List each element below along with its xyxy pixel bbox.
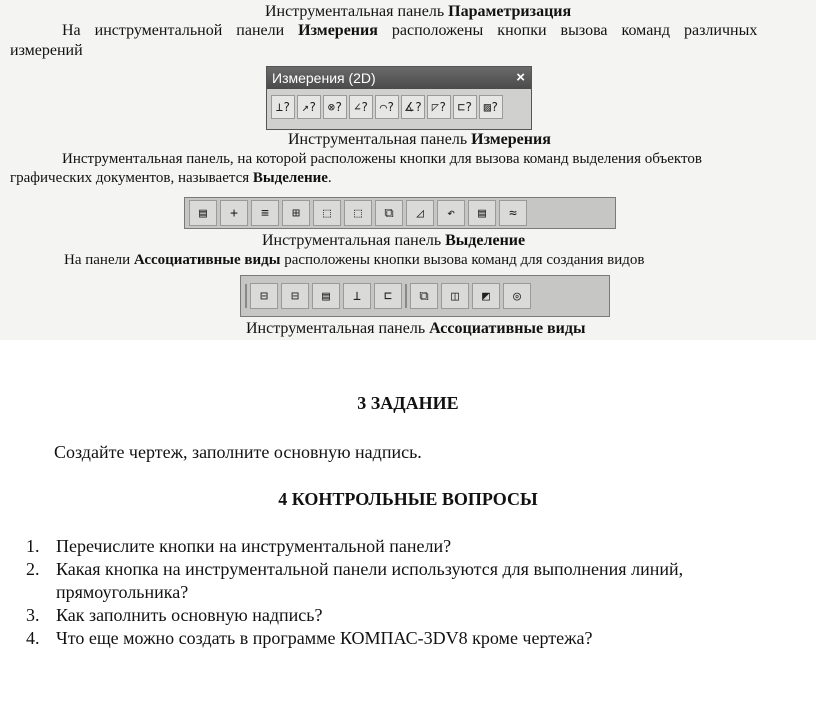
intersection-dimension-icon[interactable]: ⊗? (323, 95, 347, 119)
standard-views-icon[interactable]: ⊟ (250, 283, 278, 309)
break-view-icon[interactable]: ⊏ (374, 283, 402, 309)
caption2-bold: Выделение (445, 232, 526, 249)
list-item-text-continued: прямоугольника? (56, 582, 189, 602)
toolbar-separator (245, 284, 247, 308)
toolbar-selection (184, 197, 616, 229)
task-text: Создайте чертеж, заполните основную надпись. (54, 442, 422, 462)
select-by-type-icon[interactable]: ▤ (468, 200, 496, 226)
toolbar-measurements-window (266, 66, 532, 130)
linear-dimension-icon[interactable]: ⊥? (271, 95, 295, 119)
detail-view-icon[interactable]: ◩ (472, 283, 500, 309)
p1-bold: Измерения (298, 22, 378, 39)
questions-heading: 4 КОНТРОЛЬНЫЕ ВОПРОСЫ (278, 489, 538, 509)
list-item-text: Перечислите кнопки на инструментальной панели? (56, 536, 452, 556)
select-layer-icon[interactable]: ≡ (251, 200, 279, 226)
list-item (26, 604, 683, 627)
paragraph-2-line2 (10, 170, 332, 187)
select-by-style-icon[interactable]: ≈ (499, 200, 527, 226)
list-item (26, 627, 683, 650)
select-point-icon[interactable]: + (220, 200, 248, 226)
toolbar-measurements-title (267, 67, 531, 89)
list-item-number: 4. (26, 628, 40, 648)
caption1-bold: Измерения (471, 131, 551, 148)
area-measure-icon[interactable]: ⊏? (453, 95, 477, 119)
angle-dimension-icon[interactable]: ∠? (349, 95, 373, 119)
p3-suffix: расположены кнопки вызова команд для создания видов (284, 252, 645, 268)
local-view-icon[interactable]: ⧉ (410, 283, 438, 309)
list-item-text: Что еще можно создать в программе КОМПАС-3DV8 кроме чертежа? (56, 628, 593, 648)
section-line-icon[interactable]: ⊥ (343, 283, 371, 309)
list-item (26, 535, 683, 558)
list-item (26, 558, 683, 604)
param-caption (265, 3, 571, 21)
circle-view-icon[interactable]: ◎ (503, 283, 531, 309)
list-item-text: Какая кнопка на инструментальной панели используются для выполнения линий, (56, 559, 684, 579)
close-icon[interactable]: × (516, 69, 525, 86)
caption3-prefix: Инструментальная панель (246, 320, 426, 337)
caption-associative-views (246, 320, 585, 338)
caption-measurements (288, 131, 551, 149)
paragraph-3 (64, 252, 644, 269)
caption-selection (262, 232, 525, 250)
caption2-prefix: Инструментальная панель (262, 232, 442, 249)
p3-prefix: На панели (64, 252, 131, 268)
param-caption-bold: Параметризация (448, 3, 572, 20)
curve-length-icon[interactable]: ◸? (427, 95, 451, 119)
select-all-icon[interactable]: ▤ (189, 200, 217, 226)
select-view-icon[interactable]: ⊞ (282, 200, 310, 226)
mass-properties-icon[interactable]: ▨? (479, 95, 503, 119)
p2-suffix: . (327, 170, 332, 186)
angle-measure-icon[interactable]: ∡? (401, 95, 425, 119)
toolbar-title-text: Измерения (2D) (272, 70, 376, 86)
paragraph-1-line1 (62, 22, 757, 40)
p3-bold: Ассоциативные виды (133, 252, 281, 268)
arrow-view-icon[interactable]: ▤ (312, 283, 340, 309)
list-item-number: 1. (26, 536, 40, 556)
select-frame-icon[interactable]: ⬚ (313, 200, 341, 226)
select-line-icon[interactable]: ◿ (406, 200, 434, 226)
questions-list (26, 535, 683, 650)
toolbar-measurements-buttons (267, 89, 531, 125)
p2-prefix: графических документов, называется (10, 170, 250, 186)
point-dimension-icon[interactable]: ↗? (297, 95, 321, 119)
p2-bold: Выделение (252, 170, 328, 186)
caption3-bold: Ассоциативные виды (429, 320, 586, 337)
list-item-number: 3. (26, 605, 40, 625)
caption1-prefix: Инструментальная панель (288, 131, 468, 148)
toolbar-associative-views (240, 275, 610, 317)
p1-prefix: На инструментальной панели (62, 22, 285, 39)
task-heading: 3 ЗАДАНИЕ (357, 393, 459, 413)
toolbar-separator (405, 284, 407, 308)
select-secant-frame-icon[interactable]: ⬚ (344, 200, 372, 226)
list-item-number: 2. (26, 559, 40, 579)
select-polygon-icon[interactable]: ⧉ (375, 200, 403, 226)
paragraph-2-line1: Инструментальная панель, на которой расположены кнопки для вызова команд выделения объектов (62, 151, 702, 167)
local-section-icon[interactable]: ◫ (441, 283, 469, 309)
list-item-text: Как заполнить основную надпись? (56, 605, 323, 625)
param-caption-prefix: Инструментальная панель (265, 3, 445, 20)
undo-selection-icon[interactable]: ↶ (437, 200, 465, 226)
projection-view-icon[interactable]: ⊟ (281, 283, 309, 309)
p1-suffix: расположены кнопки вызова команд различных (391, 22, 758, 39)
paragraph-1-line2: измерений (10, 42, 83, 59)
arc-length-icon[interactable]: ⌒? (375, 95, 399, 119)
